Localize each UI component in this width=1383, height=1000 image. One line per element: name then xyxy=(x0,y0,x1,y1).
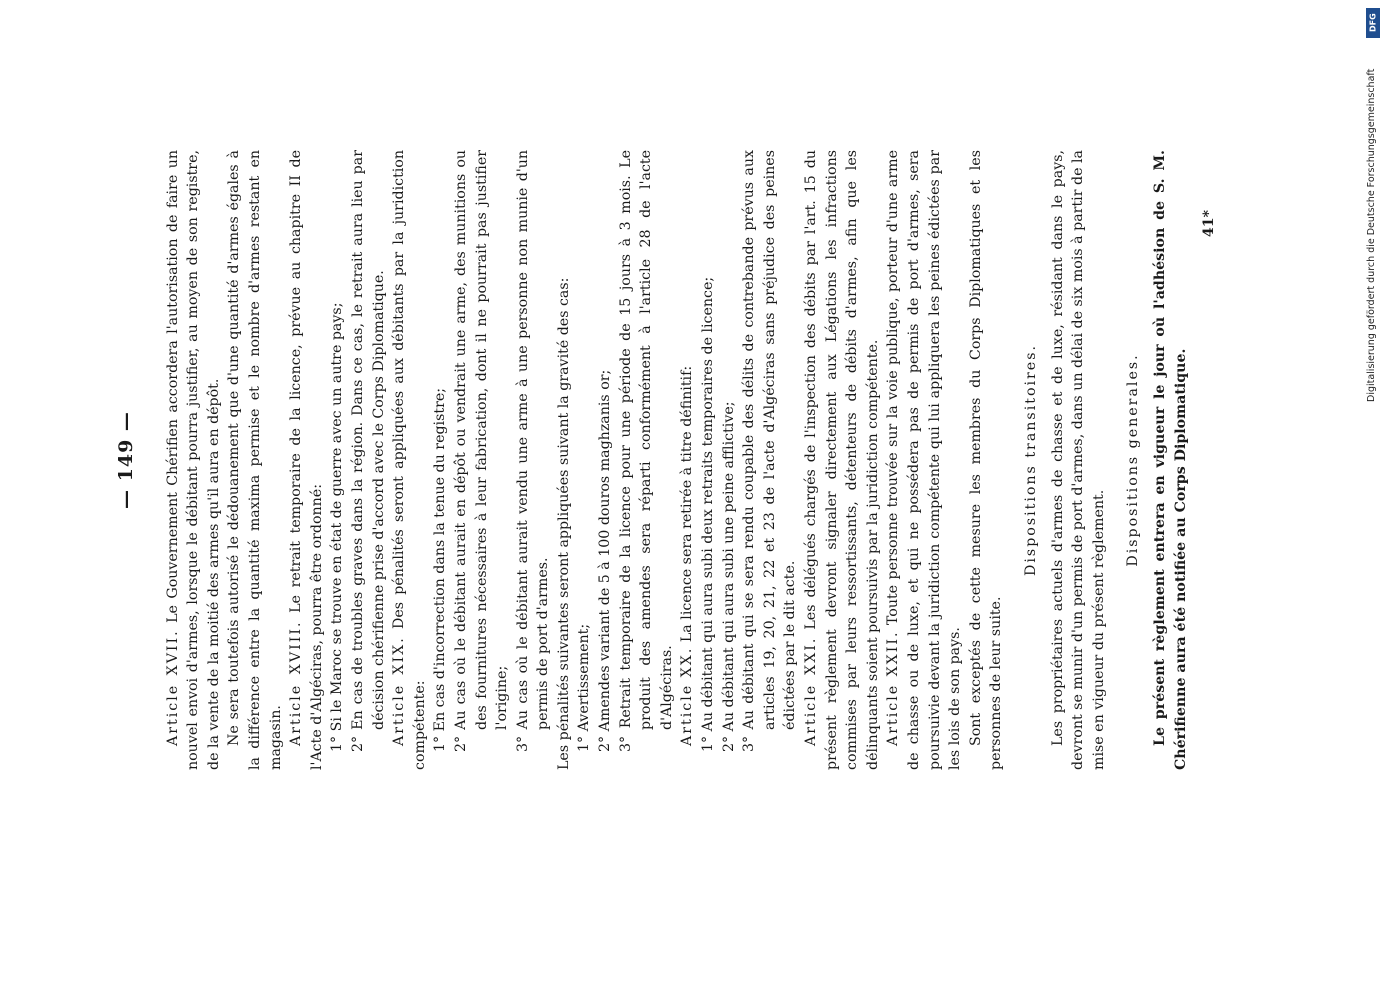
general-text: Le présent règlement entrera en vigueur le jour où l'adhésion de S. M. Chérifienne aura été notifiée au Corps Diplomatique. xyxy=(1151,150,1189,770)
article-21-heading: Article XXI. xyxy=(803,636,819,746)
general-heading: Dispositions generales. xyxy=(1125,353,1142,567)
article-18-heading: Article XVIII. xyxy=(288,620,305,746)
article-19-item-1: 1° En cas d'incorrection dans la tenue du registre; xyxy=(432,387,449,752)
article-19-penalty-3: 3° Retrait temporaire de la licence pour une période de 15 jours à 3 mois. Le produit des amendes sera réparti conformément à l'article 28 de l'acte d'Algéciras. xyxy=(617,150,675,752)
article-19-heading: Article XIX. xyxy=(391,636,408,746)
article-19-penalty-2: 2° Amendes variant de 5 à 100 douros maghzanis or; xyxy=(597,369,614,752)
article-17 xyxy=(163,150,225,770)
article-22-text: Toute personne trouvée sur la voie publique, porteur d'une arme de chasse ou de luxe, et qui ne possédera pas de permis de port d'armes, sera poursuivie devant la juridiction compétente qui lui appliquera les peines édictées par les lois de son pays. xyxy=(885,150,964,770)
article-19-penalties: Les pénalités suivantes seront appliquées suivant la gravité des cas: xyxy=(555,277,572,770)
signature-mark: 41* xyxy=(1201,210,1218,238)
article-20 xyxy=(677,150,698,770)
article-20-item-2: 2° Au débitant qui aura subi une peine afflictive; xyxy=(720,401,737,752)
dfg-logo: DFG xyxy=(1366,8,1380,38)
credit-text: Digitalisierung gefördert durch die Deutsche Forschungsgemeinschaft xyxy=(1366,68,1377,402)
article-21 xyxy=(801,150,883,770)
article-20-text: La licence sera retirée à titre définitif: xyxy=(679,365,696,643)
article-17-paragraph-2: Ne sera toutefois autorisé le dédouanement que d'une quantité d'armes égales à la différence entre la quantité maxima permise et le nombre d'armes restant en magasin. xyxy=(226,150,284,770)
article-19 xyxy=(389,150,430,770)
article-18-text: Le retrait temporaire de la licence, prévue au chapitre II de l'Acte d'Algéciras, pourra être ordonné: xyxy=(288,149,325,770)
article-19-text: Des pénalités seront appliquées aux débitants par la juridiction compétente: xyxy=(391,150,428,770)
digitization-credit xyxy=(1366,8,1380,408)
article-18-item-2: 2° En cas de troubles graves dans la région. Dans ce cas, le retrait aura lieu par décision chérifienne prise d'accord avec le Corps Diplomatique. xyxy=(349,150,387,752)
rotated-page xyxy=(116,150,1216,770)
article-20-item-3: 3° Au débitant qui se sera rendu coupable des délits de contrebande prévus aux articles 19, 20, 21, 22 et 23 de l'acte d'Algéciras sans préjudice des peines édictées par le dit acte. xyxy=(741,150,799,752)
article-19-penalty-1: 1° Avertissement; xyxy=(576,623,593,752)
article-19-item-3: 3° Au cas où le débitant aurait vendu une arme à une personne non munie d'un permis de port d'armes. xyxy=(514,150,552,752)
article-22-paragraph-2: Sont exceptés de cette mesure les membres du Corps Diplomatiques et les personnes de leur suite. xyxy=(967,150,1005,770)
transitional-heading: Dispositions transitoires. xyxy=(1022,344,1039,576)
article-22-heading: Article XXII. xyxy=(885,630,902,746)
article-19-item-2: 2° Au cas où le débitant aurait en dépôt ou vendrait une arme, des munitions ou des fournitures nécessaires à leur fabrication, dont il ne pourrait pas justifier l'origine; xyxy=(452,150,511,752)
article-20-heading: Article XX. xyxy=(679,646,696,746)
article-17-heading: Article XVII. xyxy=(164,629,181,746)
article-18-item-1: 1° Si le Maroc se trouve en état de guerre avec un autre pays; xyxy=(329,302,346,752)
article-20-item-1: 1° Au débitant qui aura subi deux retraits temporaires de licence; xyxy=(700,276,717,752)
article-22 xyxy=(883,150,965,770)
article-18 xyxy=(286,150,327,770)
article-21-text: Les délégués chargés de l'inspection des débits par l'art. 15 du présent règlement devront signaler directement aux Légations les infractions commises par leurs ressortissants, détenteurs de débits d'armes, afin que les délinquants soient poursuivis par la juridiction compétente. xyxy=(803,150,881,770)
transitional-text: Les propriétaires actuels d'armes de chasse et de luxe, résidant dans le pays, devront se munir d'un permis de port d'armes, dans un délai de six mois à partir de la mise en vigueur du présent règlement. xyxy=(1049,150,1107,770)
article-17-text: Le Gouvernement Chérifien accordera l'autorisation de faire un nouvel envoi d'armes, lorsque le débitant pourra justifier, au moyen de son registre, de la vente de la moitié des armes qu'il aura en dépôt. xyxy=(164,150,222,770)
page-number: — 149 — xyxy=(115,411,137,509)
